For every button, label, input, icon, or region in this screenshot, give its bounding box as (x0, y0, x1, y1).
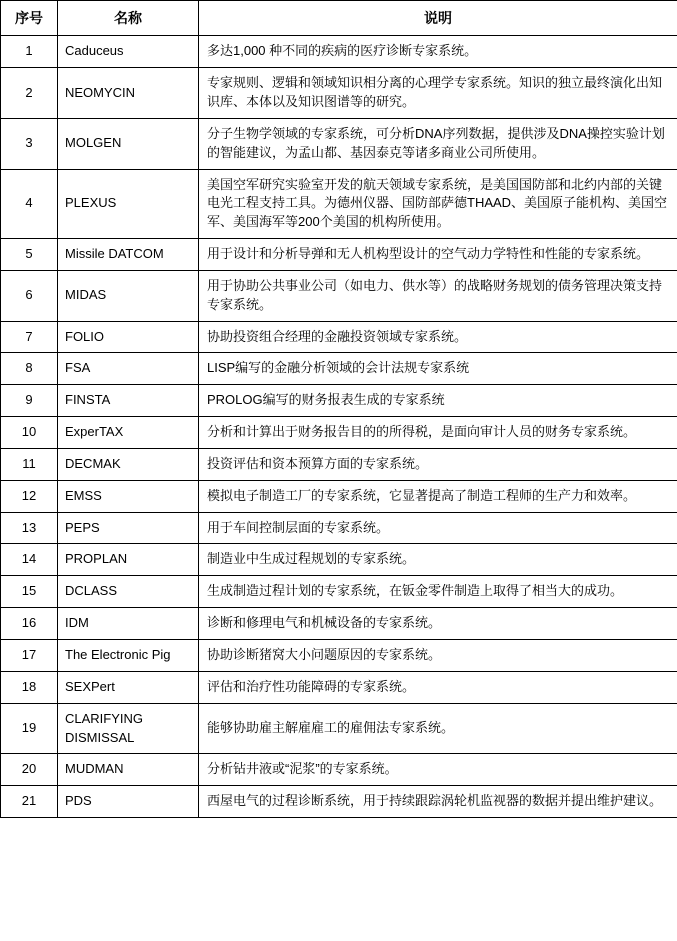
table-row (1, 169, 677, 239)
cell-desc: 用于车间控制层面的专家系统。 (199, 512, 677, 544)
cell-desc: LISP编写的金融分析领域的会计法规专家系统 (199, 353, 677, 385)
table-row (1, 754, 677, 786)
cell-no: 6 (1, 270, 58, 321)
cell-no: 21 (1, 786, 58, 818)
table-row (1, 321, 677, 353)
cell-no: 7 (1, 321, 58, 353)
cell-name: Missile DATCOM (58, 239, 199, 271)
table-row (1, 239, 677, 271)
cell-name: DCLASS (58, 576, 199, 608)
table-row (1, 417, 677, 449)
cell-desc: 评估和治疗性功能障碍的专家系统。 (199, 671, 677, 703)
table-row (1, 576, 677, 608)
cell-no: 1 (1, 36, 58, 68)
cell-desc: 协助诊断猪窝大小问题原因的专家系统。 (199, 640, 677, 672)
table-row (1, 353, 677, 385)
cell-no: 17 (1, 640, 58, 672)
cell-desc: 用于协助公共事业公司（如电力、供水等）的战略财务规划的债务管理决策支持专家系统。 (199, 270, 677, 321)
cell-desc: 制造业中生成过程规划的专家系统。 (199, 544, 677, 576)
table-row (1, 270, 677, 321)
cell-no: 4 (1, 169, 58, 239)
cell-no: 20 (1, 754, 58, 786)
table-row (1, 118, 677, 169)
cell-no: 11 (1, 448, 58, 480)
cell-desc: 专家规则、逻辑和领域知识相分离的心理学专家系统。知识的独立最终演化出知识库、本体以及知识图谱等的研究。 (199, 68, 677, 119)
cell-no: 19 (1, 703, 58, 754)
cell-no: 13 (1, 512, 58, 544)
cell-desc: 模拟电子制造工厂的专家系统，它显著提高了制造工程师的生产力和效率。 (199, 480, 677, 512)
table-row (1, 480, 677, 512)
table-row (1, 385, 677, 417)
cell-no: 18 (1, 671, 58, 703)
cell-desc: 诊断和修理电气和机械设备的专家系统。 (199, 608, 677, 640)
table-row (1, 608, 677, 640)
table-row (1, 703, 677, 754)
table-row (1, 671, 677, 703)
cell-desc: 分析钻井液或“泥浆”的专家系统。 (199, 754, 677, 786)
table-row (1, 512, 677, 544)
column-header-no: 序号 (1, 1, 58, 36)
cell-name: IDM (58, 608, 199, 640)
column-header-desc: 说明 (199, 1, 677, 36)
table-row (1, 36, 677, 68)
cell-name: FINSTA (58, 385, 199, 417)
cell-desc: 分子生物学领域的专家系统，可分析DNA序列数据，提供涉及DNA操控实验计划的智能建议，为孟山都、基因泰克等诸多商业公司所使用。 (199, 118, 677, 169)
cell-name: EMSS (58, 480, 199, 512)
cell-name: NEOMYCIN (58, 68, 199, 119)
cell-name: MUDMAN (58, 754, 199, 786)
column-header-name: 名称 (58, 1, 199, 36)
table-row (1, 448, 677, 480)
cell-no: 8 (1, 353, 58, 385)
table-row (1, 544, 677, 576)
cell-no: 9 (1, 385, 58, 417)
table-row (1, 640, 677, 672)
cell-name: FSA (58, 353, 199, 385)
cell-name: SEXPert (58, 671, 199, 703)
cell-name: PROPLAN (58, 544, 199, 576)
cell-no: 3 (1, 118, 58, 169)
cell-no: 5 (1, 239, 58, 271)
cell-desc: 美国空军研究实验室开发的航天领域专家系统，是美国国防部和北约内部的关键电光工程支持工具。为德州仪器、国防部萨德THAAD、美国原子能机构、美国空军、美国海军等200个美国的机构所使用。 (199, 169, 677, 239)
cell-name: PLEXUS (58, 169, 199, 239)
cell-name: MIDAS (58, 270, 199, 321)
cell-no: 10 (1, 417, 58, 449)
cell-name: The Electronic Pig (58, 640, 199, 672)
cell-name: ExperTAX (58, 417, 199, 449)
table-row (1, 786, 677, 818)
table-body (1, 36, 677, 818)
cell-name: PDS (58, 786, 199, 818)
table-header (1, 1, 677, 36)
cell-no: 12 (1, 480, 58, 512)
cell-no: 2 (1, 68, 58, 119)
cell-desc: 多达1,000 种不同的疾病的医疗诊断专家系统。 (199, 36, 677, 68)
cell-no: 16 (1, 608, 58, 640)
cell-desc: 西屋电气的过程诊断系统，用于持续跟踪涡轮机监视器的数据并提出维护建议。 (199, 786, 677, 818)
cell-name: PEPS (58, 512, 199, 544)
cell-no: 14 (1, 544, 58, 576)
cell-name: Caduceus (58, 36, 199, 68)
cell-desc: 能够协助雇主解雇雇工的雇佣法专家系统。 (199, 703, 677, 754)
cell-name: FOLIO (58, 321, 199, 353)
cell-no: 15 (1, 576, 58, 608)
cell-desc: 生成制造过程计划的专家系统，在钣金零件制造上取得了相当大的成功。 (199, 576, 677, 608)
table-header-row (1, 1, 677, 36)
cell-desc: 投资评估和资本预算方面的专家系统。 (199, 448, 677, 480)
cell-desc: 用于设计和分析导弹和无人机构型设计的空气动力学特性和性能的专家系统。 (199, 239, 677, 271)
cell-name: MOLGEN (58, 118, 199, 169)
cell-desc: PROLOG编写的财务报表生成的专家系统 (199, 385, 677, 417)
cell-desc: 协助投资组合经理的金融投资领域专家系统。 (199, 321, 677, 353)
cell-desc: 分析和计算出于财务报告目的的所得税，是面向审计人员的财务专家系统。 (199, 417, 677, 449)
cell-name: CLARIFYING DISMISSAL (58, 703, 199, 754)
table-row (1, 68, 677, 119)
cell-name: DECMAK (58, 448, 199, 480)
